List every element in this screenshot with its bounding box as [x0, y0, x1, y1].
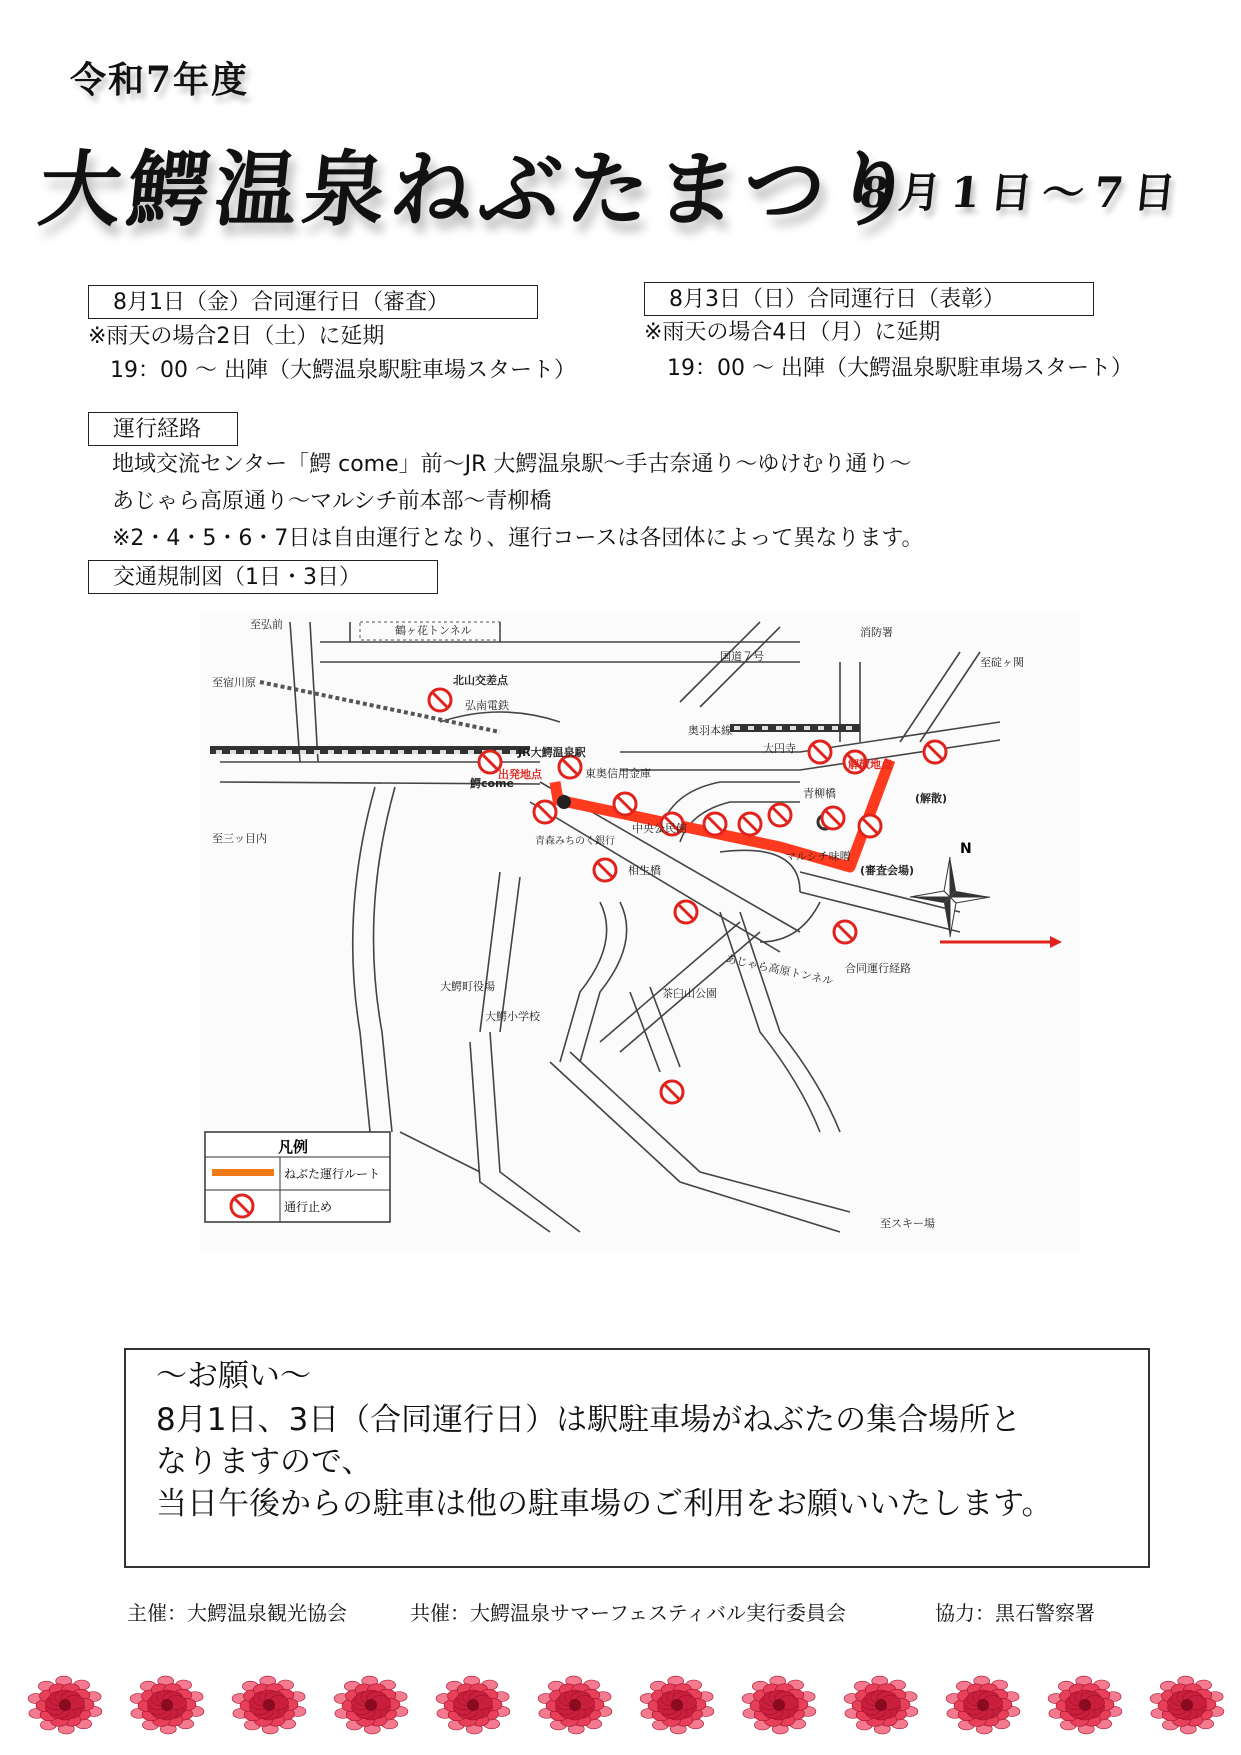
no-entry-icon [809, 741, 831, 763]
page-title: 大鰐温泉ねぶたまつり [34, 142, 925, 238]
label-daienji: 大円寺 [763, 742, 796, 755]
label-to-ski: 至スキー場 [880, 1217, 935, 1230]
no-entry-icon [739, 813, 761, 835]
no-entry-icon [675, 901, 697, 923]
notice-box [124, 1348, 1150, 1568]
notice-line-3: 当日午後からの駐車は他の駐車場のご利用をお願いいたします。 [156, 1486, 1053, 1522]
label-central-hall: 中央公民館 [632, 822, 687, 835]
label-dispersal-point: 解散地点 [848, 758, 892, 771]
label-chausuyama: 茶臼山公園 [662, 987, 717, 1000]
start-marker [557, 795, 571, 809]
flower-icon [232, 1676, 306, 1734]
label-town-office: 大鰐町役場 [440, 980, 495, 993]
notice-title: ～お願い～ [156, 1358, 311, 1394]
legend-route-label: ねぶた運行ルート [284, 1167, 381, 1181]
no-entry-icon [822, 807, 844, 829]
flower-icon [1048, 1676, 1122, 1734]
flower-icon [640, 1676, 714, 1734]
label-start-point: 出発地点 [498, 768, 542, 781]
label-jr-station: JR大鰐温泉駅 [518, 746, 586, 759]
label-aoyagi: 青柳橋 [803, 787, 836, 800]
route-note: ※2・4・5・6・7日は自由運行となり、運行コースは各団体によって異なります。 [112, 526, 924, 551]
label-bank: 東奥信用金庫 [585, 767, 651, 780]
flower-icon [538, 1676, 612, 1734]
label-fire-station: 消防署 [860, 626, 893, 639]
label-judging: (審査会場) [860, 864, 915, 877]
route-line-2: あじゃら高原通り～マルシチ前本部～青柳橋 [112, 489, 552, 514]
schedule-day1-rain: ※雨天の場合2日（土）に延期 [88, 324, 385, 349]
label-kitayama: 北山交差点 [453, 674, 508, 687]
flower-icon [334, 1676, 408, 1734]
flower-icon [28, 1676, 102, 1734]
label-marushichi: マルシチ味噌 [785, 850, 851, 863]
label-to-mitsume: 至三ッ目内 [212, 832, 267, 845]
schedule-day1-time: 19：00 ～ 出陣（大鰐温泉駅駐車場スタート） [110, 358, 576, 383]
era-label: 令和7年度 [70, 59, 250, 101]
label-dispersal: (解散) [915, 792, 948, 805]
label-konan: 弘南電鉄 [465, 699, 509, 712]
traffic-map-label: 交通規制図（1日・3日） [88, 560, 438, 594]
railway-jr-east [730, 724, 860, 732]
label-aioi: 相生橋 [628, 864, 661, 877]
flower-icon [742, 1676, 816, 1734]
flower-icon [1150, 1676, 1224, 1734]
traffic-regulation-map [200, 612, 1080, 1252]
label-to-shukugawara: 至宿川原 [212, 676, 256, 689]
label-to-ikarigaseki: 至碇ヶ関 [980, 656, 1024, 669]
no-entry-icon [859, 815, 881, 837]
no-entry-icon [559, 756, 581, 778]
label-wanicome: 鰐come [470, 777, 514, 790]
no-entry-icon [769, 804, 791, 826]
no-entry-icon [704, 813, 726, 835]
legend-route-swatch [212, 1169, 274, 1176]
legend-title: 凡例 [278, 1138, 309, 1156]
no-entry-icon [924, 741, 946, 763]
label-aomori-bank: 青森みちのく銀行 [535, 836, 615, 847]
notice-line-1: 8月1日、3日（合同運行日）は駅駐車場がねぶたの集合場所と [156, 1402, 1022, 1438]
label-route7: 国道７号 [720, 650, 764, 663]
flower-icon [946, 1676, 1020, 1734]
flower-icon [130, 1676, 204, 1734]
festival-dates: 8月1日～7日 [857, 168, 1188, 217]
schedule-day3-rain: ※雨天の場合4日（月）に延期 [644, 320, 941, 345]
flower-icon [844, 1676, 918, 1734]
svg-text:N: N [960, 841, 972, 857]
notice-line-2: なりますので、 [156, 1444, 373, 1480]
label-ou-line: 奥羽本線 [688, 724, 732, 737]
label-tsurugahana-tunnel: 鶴ヶ花トンネル [395, 624, 472, 637]
no-entry-icon [429, 689, 451, 711]
label-elementary: 大鰐小学校 [485, 1010, 540, 1023]
route-label: 運行経路 [88, 412, 238, 446]
label-joint-route: 合同運行経路 [845, 962, 911, 975]
schedule-day3-time: 19：00 ～ 出陣（大鰐温泉駅駐車場スタート） [667, 356, 1133, 381]
map-legend [205, 1132, 390, 1222]
footer-cohost: 共催：大鰐温泉サマーフェスティバル実行委員会 [410, 1601, 846, 1625]
no-entry-icon [614, 793, 636, 815]
no-entry-icon [594, 859, 616, 881]
legend-closed-label: 通行止め [284, 1200, 333, 1214]
no-entry-icon [834, 921, 856, 943]
label-to-hirosaki: 至弘前 [250, 618, 283, 631]
footer-support: 協力：黒石警察署 [935, 1601, 1095, 1625]
no-entry-icon [661, 1081, 683, 1103]
legend-no-entry-icon [231, 1195, 253, 1217]
schedule-day3-label: 8月3日（日）合同運行日（表彰） [644, 282, 1094, 316]
flower-border [20, 1660, 1230, 1750]
flower-icon [436, 1676, 510, 1734]
footer-host: 主催：大鰐温泉観光協会 [127, 1601, 347, 1625]
schedule-day1-label: 8月1日（金）合同運行日（審査） [88, 285, 538, 319]
no-entry-icon [534, 801, 556, 823]
route-line-1: 地域交流センター「鰐 come」前～JR 大鰐温泉駅～手古奈通り～ゆけむり通り～ [112, 452, 912, 477]
label-ajara-tunnel: あじゃら高原トンネル [724, 952, 835, 988]
